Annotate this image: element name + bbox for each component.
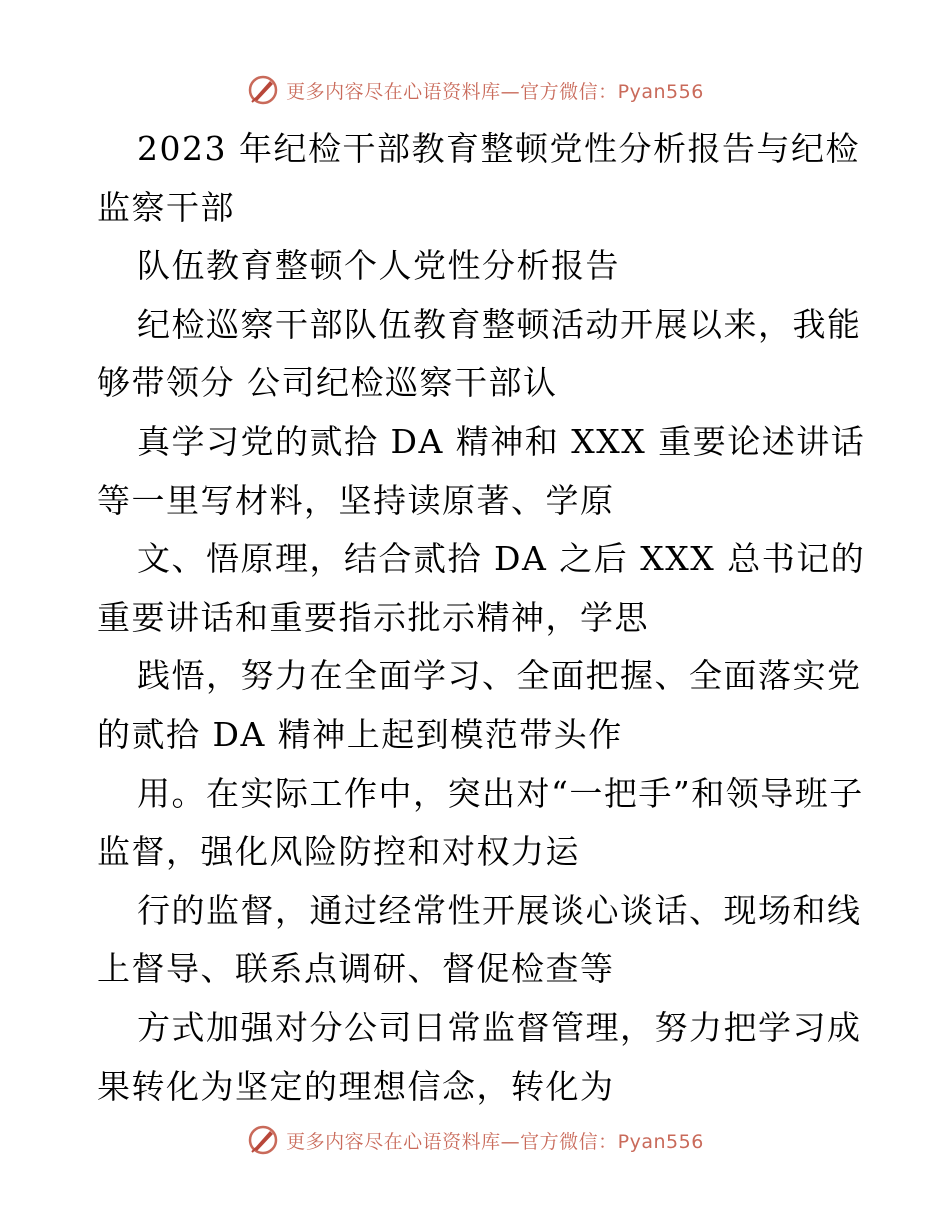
paragraph: 文、悟原理，结合贰拾 DA 之后 XXX 总书记的重要讲话和重要指示批示精神，学思: [97, 539, 866, 637]
footer-watermark: [0, 1120, 950, 1160]
quill-logo-icon: [246, 1123, 280, 1157]
watermark-text: 更多内容尽在心语资料库—官方微信：Pyan556: [286, 80, 704, 103]
paragraph: 践悟，努力在全面学习、全面把握、全面落实党的贰拾 DA 精神上起到模范带头作: [97, 656, 862, 754]
quill-logo-icon: [246, 73, 280, 107]
document-body: [97, 120, 867, 1116]
paragraph: 2023 年纪检干部教育整顿党性分析报告与纪检监察干部: [97, 129, 860, 227]
paragraph: 方式加强对分公司日常监督管理，努力把学习成果转化为坚定的理想信念，转化为: [97, 1007, 862, 1106]
paragraph: 纪检巡察干部队伍教育整顿活动开展以来，我能够带领分 公司纪检巡察干部认: [97, 304, 862, 403]
paragraph: 行的监督，通过经常性开展谈心谈话、现场和线上督导、联系点调研、督促检查等: [97, 890, 862, 989]
watermark-text: 更多内容尽在心语资料库—官方微信：Pyan556: [286, 1130, 704, 1153]
paragraph: 真学习党的贰拾 DA 精神和 XXX 重要论述讲话等一里写材料，坚持读原著、学原: [97, 421, 866, 520]
paragraph: 用。在实际工作中，突出对“一把手”和领导班子监督，强化风险防控和对权力运: [97, 773, 864, 872]
paragraph: 队伍教育整顿个人党性分析报告: [137, 246, 620, 286]
header-watermark: [0, 70, 950, 110]
